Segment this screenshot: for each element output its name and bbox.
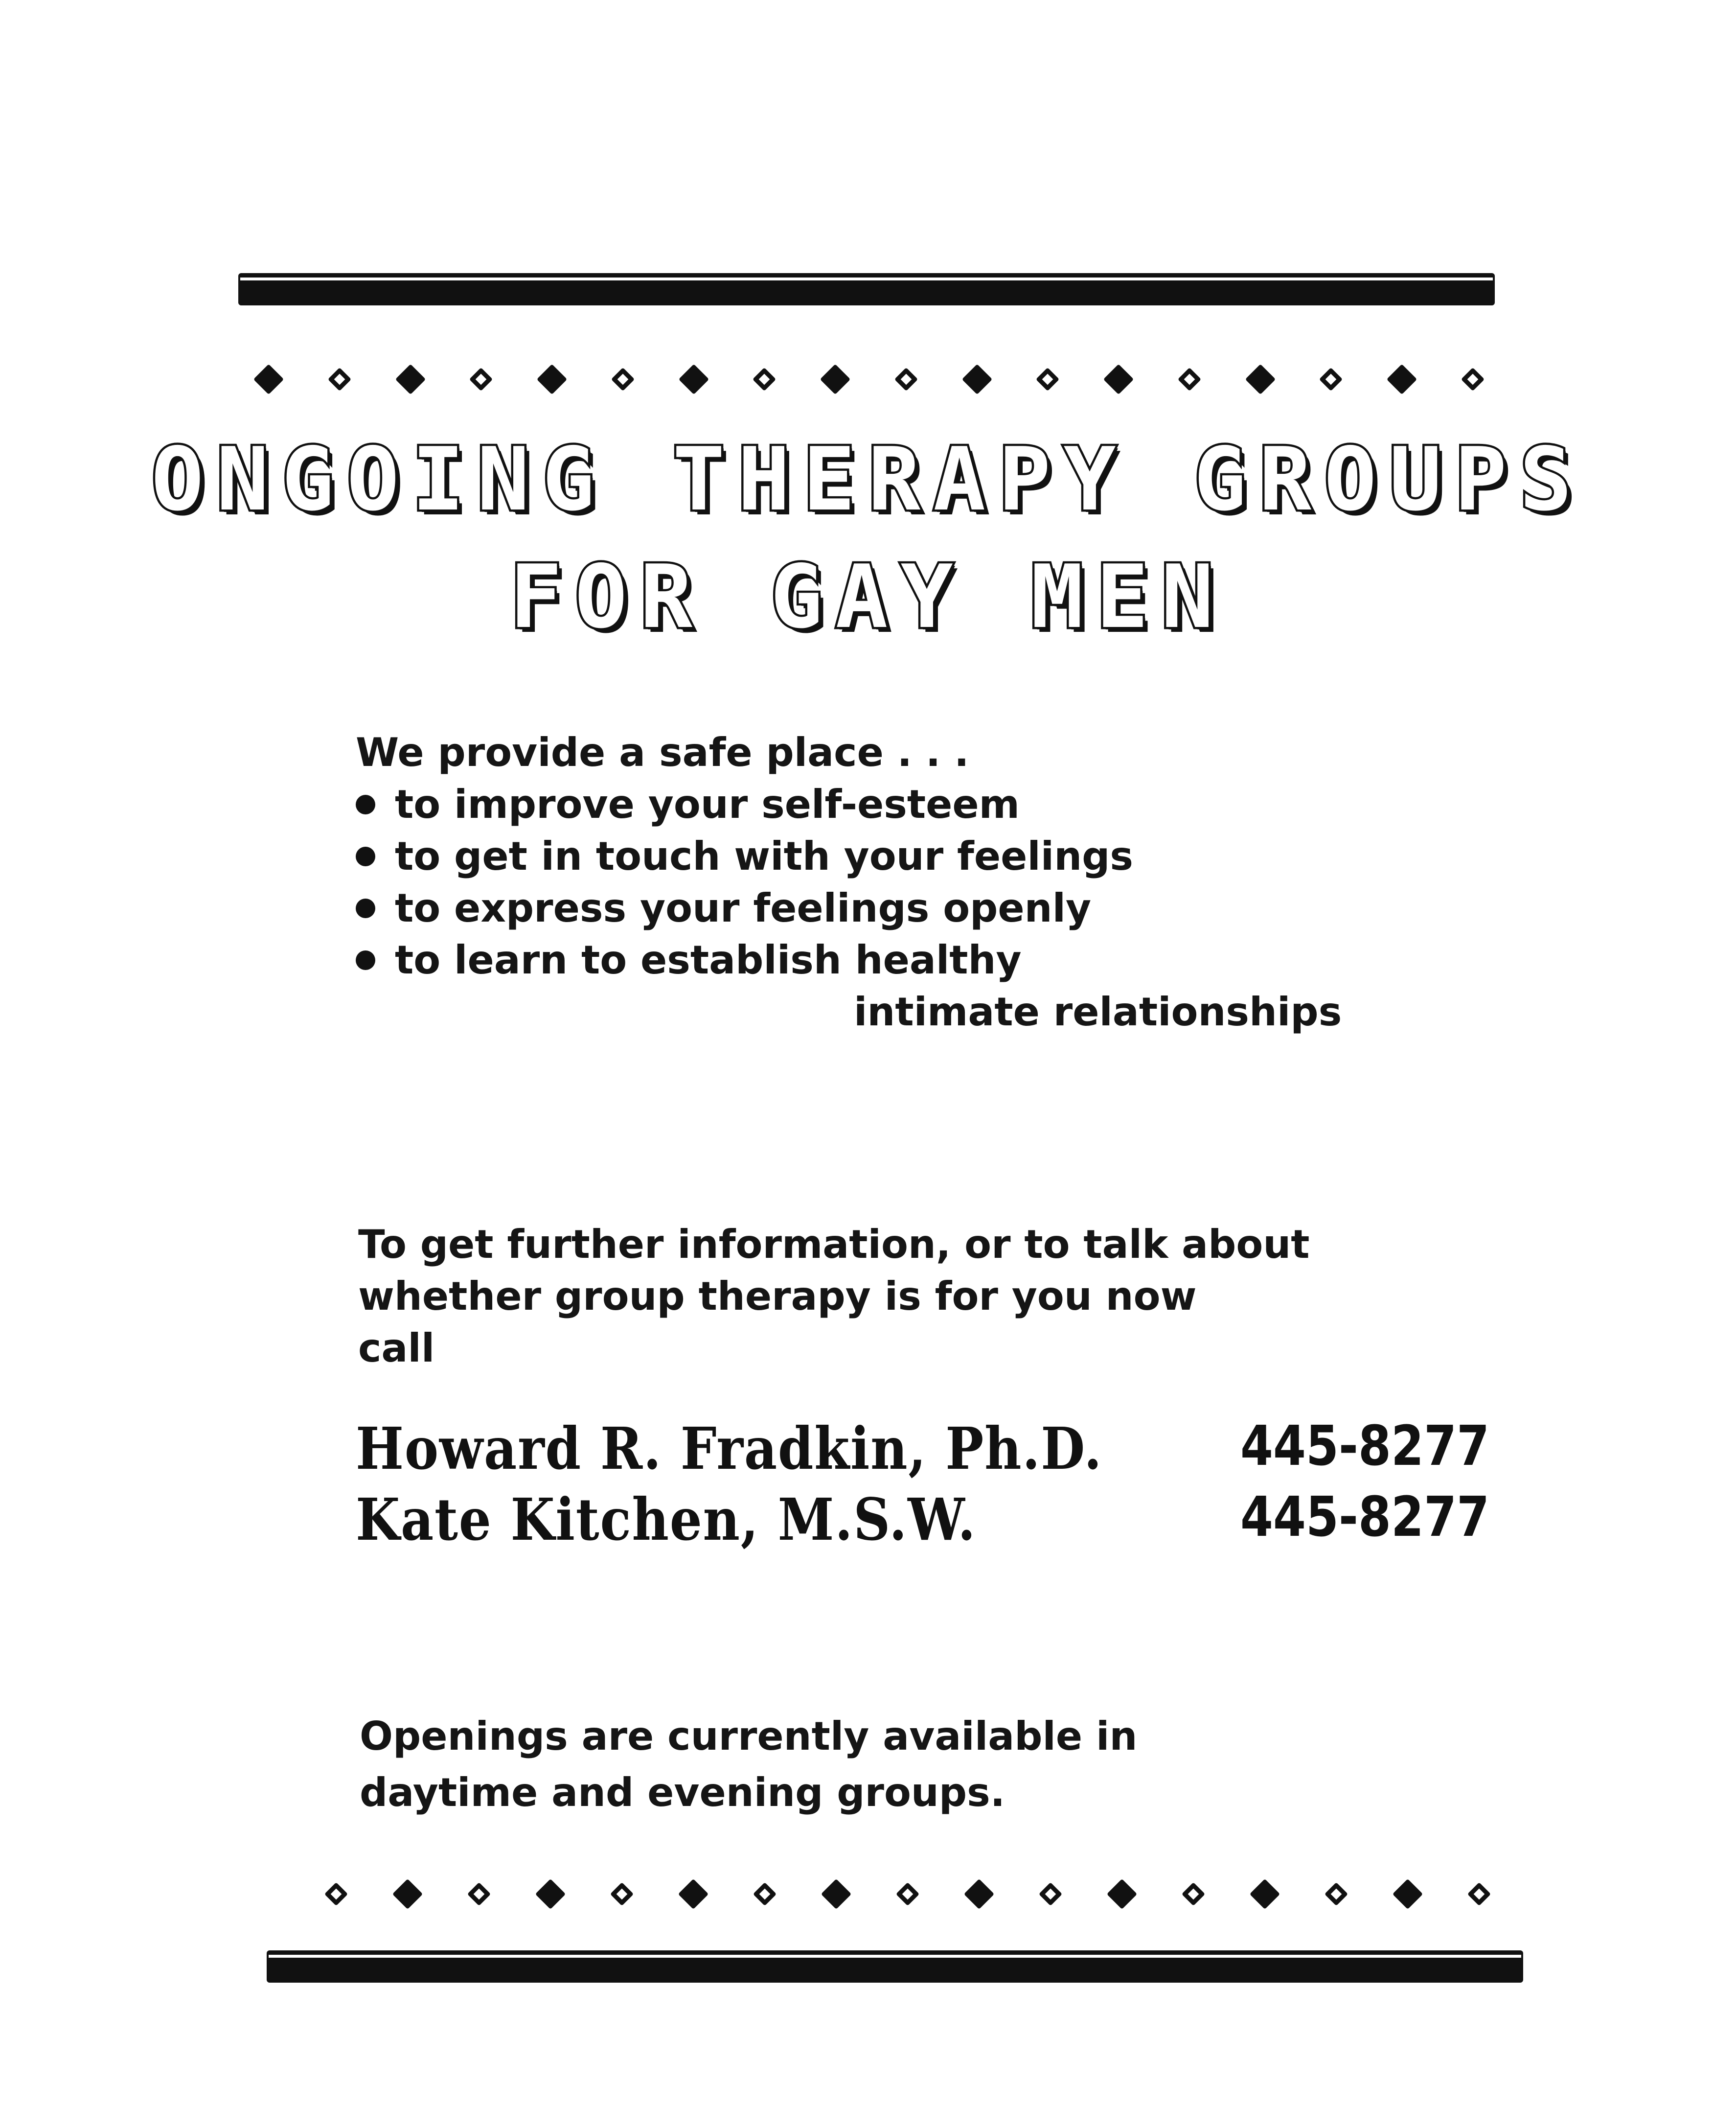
contact-name: Kate Kitchen, M.S.W. (356, 1485, 977, 1553)
diamond-outline-icon (753, 368, 776, 391)
bullet-icon (356, 795, 375, 814)
diamond-filled-icon (1250, 1879, 1280, 1909)
diamond-outline-icon (1325, 1882, 1348, 1906)
diamond-outline-icon (610, 1882, 634, 1906)
list-item (356, 831, 1133, 882)
openings-line: Openings are currently available in (360, 1713, 1138, 1759)
diamond-filled-icon (821, 1879, 851, 1909)
diamond-outline-icon (469, 368, 493, 391)
top-divider-rule (238, 273, 1495, 305)
bottom-diamond-border (328, 1877, 1487, 1911)
diamond-outline-icon (467, 1882, 491, 1906)
diamond-outline-icon (611, 368, 635, 391)
list-item (356, 779, 1020, 831)
diamond-outline-icon (1319, 368, 1343, 391)
bullet-icon (356, 899, 375, 918)
bullet-text: to improve your self-esteem (395, 782, 1020, 827)
diamond-outline-icon (328, 368, 351, 391)
diamond-filled-icon (537, 364, 567, 394)
diamond-filled-icon (1387, 364, 1417, 394)
info-line: call (358, 1325, 435, 1371)
bullet-icon (356, 847, 375, 866)
bullet-continuation: intimate relationships (854, 989, 1342, 1035)
diamond-filled-icon (678, 364, 708, 394)
bullet-text: to learn to establish healthy (395, 937, 1022, 983)
diamond-filled-icon (1107, 1879, 1137, 1909)
bullet-text: to get in touch with your feelings (395, 833, 1134, 879)
diamond-outline-icon (1467, 1882, 1491, 1906)
diamond-filled-icon (395, 364, 425, 394)
heading-line-1: ONGOING THERAPY GROUPS (151, 429, 1585, 530)
heading-line-2: FOR GAY MEN (509, 546, 1227, 648)
bottom-divider-rule (267, 1950, 1523, 1983)
diamond-filled-icon (1103, 364, 1134, 394)
diamond-outline-icon (1039, 1882, 1062, 1906)
diamond-filled-icon (1245, 364, 1275, 394)
diamond-outline-icon (896, 1882, 919, 1906)
list-item (356, 882, 1091, 934)
diamond-filled-icon (964, 1879, 994, 1909)
contact-phone: 445-8277 (1240, 1414, 1490, 1478)
diamond-outline-icon (1461, 368, 1485, 391)
info-line: whether group therapy is for you now (358, 1273, 1197, 1319)
diamond-filled-icon (535, 1879, 566, 1909)
list-item (356, 934, 1022, 986)
info-line: To get further information, or to talk about (358, 1222, 1310, 1267)
diamond-filled-icon (253, 364, 284, 394)
diamond-filled-icon (1393, 1879, 1423, 1909)
diamond-filled-icon (392, 1879, 423, 1909)
diamond-outline-icon (1182, 1882, 1205, 1906)
contact-phone: 445-8277 (1240, 1485, 1490, 1549)
openings-line: daytime and evening groups. (360, 1770, 1005, 1815)
diamond-outline-icon (894, 368, 918, 391)
diamond-filled-icon (678, 1879, 708, 1909)
top-diamond-border (258, 362, 1481, 396)
bullet-text: to express your feelings openly (395, 885, 1092, 931)
diamond-filled-icon (820, 364, 850, 394)
bullet-icon (356, 950, 375, 970)
diamond-outline-icon (753, 1882, 777, 1906)
intro-text: We provide a safe place . . . (356, 730, 969, 775)
diamond-outline-icon (1036, 368, 1059, 391)
diamond-outline-icon (324, 1882, 348, 1906)
contact-name: Howard R. Fradkin, Ph.D. (356, 1414, 1103, 1482)
diamond-filled-icon (961, 364, 992, 394)
diamond-outline-icon (1178, 368, 1201, 391)
